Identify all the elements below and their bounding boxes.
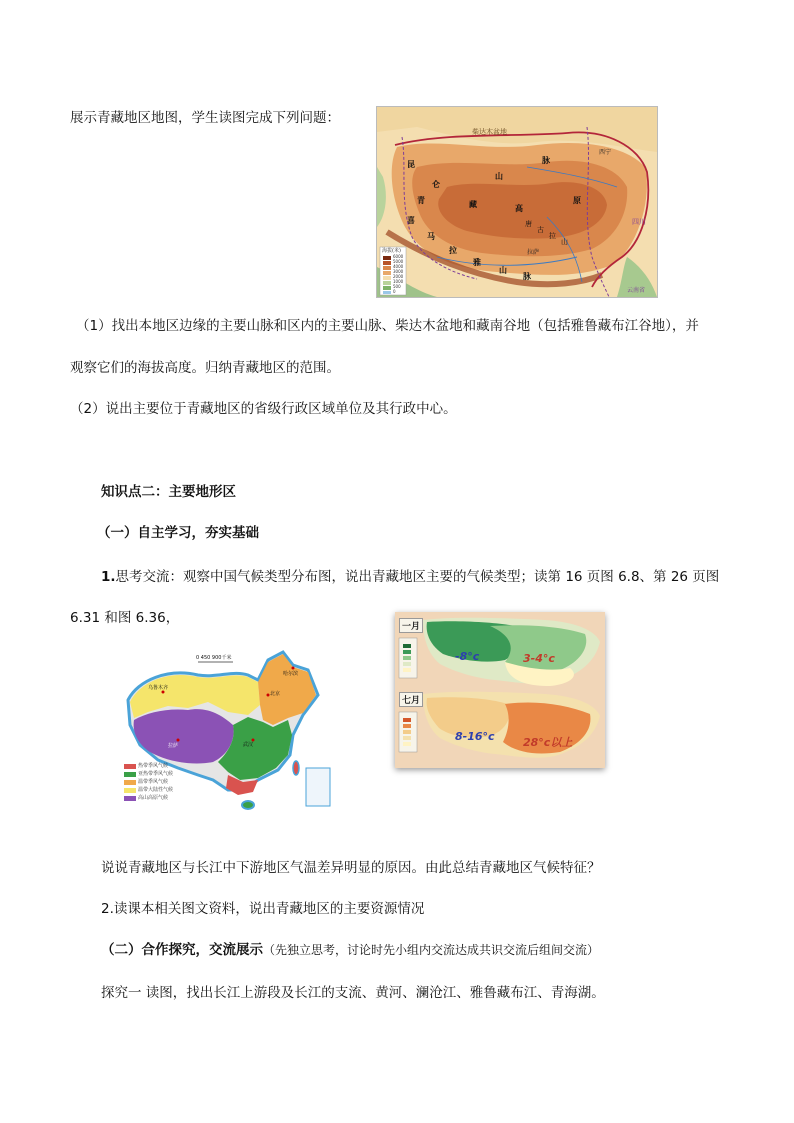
label-yuan: 原 [573,196,581,205]
city-beijing: 北京 [270,691,281,697]
label-xining: 西宁 [599,149,612,156]
legend-plateau: 高山高原气候 [138,795,169,801]
explore-1: 探究一 读图，找出长江上游段及长江的支流、黄河、澜沧江、雅鲁藏布江、青海湖。 [101,985,605,1001]
label-gao: 高 [515,204,523,213]
item-1-line-1 [101,567,719,587]
jul-east-temp: 28°c以上 [523,736,573,749]
legend-temperate-monsoon: 温带季风气候 [138,779,169,785]
climate-legend [138,762,173,802]
question-1-line-2: 观察它们的海拔高度。归纳青藏地区的范围。 [70,360,340,376]
temperature-map-svg [395,612,605,768]
city-wuhan: 武汉 [243,742,254,748]
item-1-text: 思考交流：观察中国气候类型分布图，说出青藏地区主要的气候类型；读第 16 页图 6.8、第 26 页图 [115,569,720,585]
label-yunnan: 云南省 [627,287,646,294]
label-kunlun-2: 仑 [432,180,440,189]
label-xi-2: 马 [427,232,435,241]
item-1-line-2: 6.31 和图 6.36， [70,610,180,626]
label-kunlun-1: 昆 [407,160,415,169]
city-harbin: 哈尔滨 [283,671,299,677]
label-xi-1: 喜 [407,216,415,225]
legend-values: 6000 5000 4000 3000 2000 1000 500 0 [393,254,404,294]
label-xi-5: 山 [499,266,507,275]
legend-subtropical: 亚热带季风气候 [138,771,174,777]
label-kunlun-4: 脉 [542,156,550,165]
scale-label: 0 450 900千米 [196,655,232,661]
legend-temperate-continental: 温带大陆性气候 [138,787,174,793]
january-tag: 一月 [399,618,423,633]
label-xi-4: 雅 [473,258,481,267]
jul-tibet-temp: 8-16°c [455,730,495,743]
label-lasa: 拉萨 [527,249,540,256]
jan-east-temp: 3-4°c [523,652,555,665]
label-xi-6: 脉 [523,272,531,281]
july-tag: 七月 [399,692,423,707]
label-qaidam: 柴达木盆地 [472,128,507,136]
cooperation-note: （先独立思考，讨论时先小组内交流达成共识交流后组间交流） [263,943,600,957]
compare-question: 说说青藏地区与长江中下游地区气温差异明显的原因。由此总结青藏地区气候特征？ [101,860,601,876]
city-urumqi: 乌鲁木齐 [148,685,169,691]
item-2: 2.读课本相关图文资料，说出青藏地区的主要资源情况 [101,901,425,917]
question-1-line-1: （1）找出本地区边缘的主要山脉和区内的主要山脉、柴达木盆地和藏南谷地（包括雅鲁藏布江谷地），并 [76,318,699,334]
legend-title: 海拔(米) [382,248,401,254]
qinghai-tibet-topographic-map [376,106,658,298]
jan-tibet-temp: -8°c [455,650,480,663]
sub-heading: （一）自主学习，夯实基础 [97,525,259,541]
item-1-number: 1. [101,569,116,585]
cooperation-heading: （二）合作探究，交流展示 [101,942,263,958]
question-2: （2）说出主要位于青藏地区的省级行政区域单位及其行政中心。 [70,401,457,417]
label-zang: 藏 [469,200,477,209]
label-tang-1: 唐 [525,220,532,228]
label-xi-3: 拉 [449,246,457,255]
legend-tropical: 热带季风气候 [138,763,169,769]
label-qing: 青 [417,196,425,205]
label-tang-4: 山 [561,238,568,246]
cooperation-line [101,940,599,960]
intro-text: 展示青藏地区地图，学生读图完成下列问题： [70,110,340,126]
section-heading: 知识点二：主要地形区 [101,484,236,500]
label-tang-2: 古 [537,226,544,234]
temperature-map [395,612,605,768]
label-tang-3: 拉 [549,232,556,240]
china-climate-map [118,640,338,818]
label-kunlun-3: 山 [495,172,503,181]
city-lasa: 拉萨 [168,743,179,749]
label-sichuan: 四川 [632,218,646,226]
